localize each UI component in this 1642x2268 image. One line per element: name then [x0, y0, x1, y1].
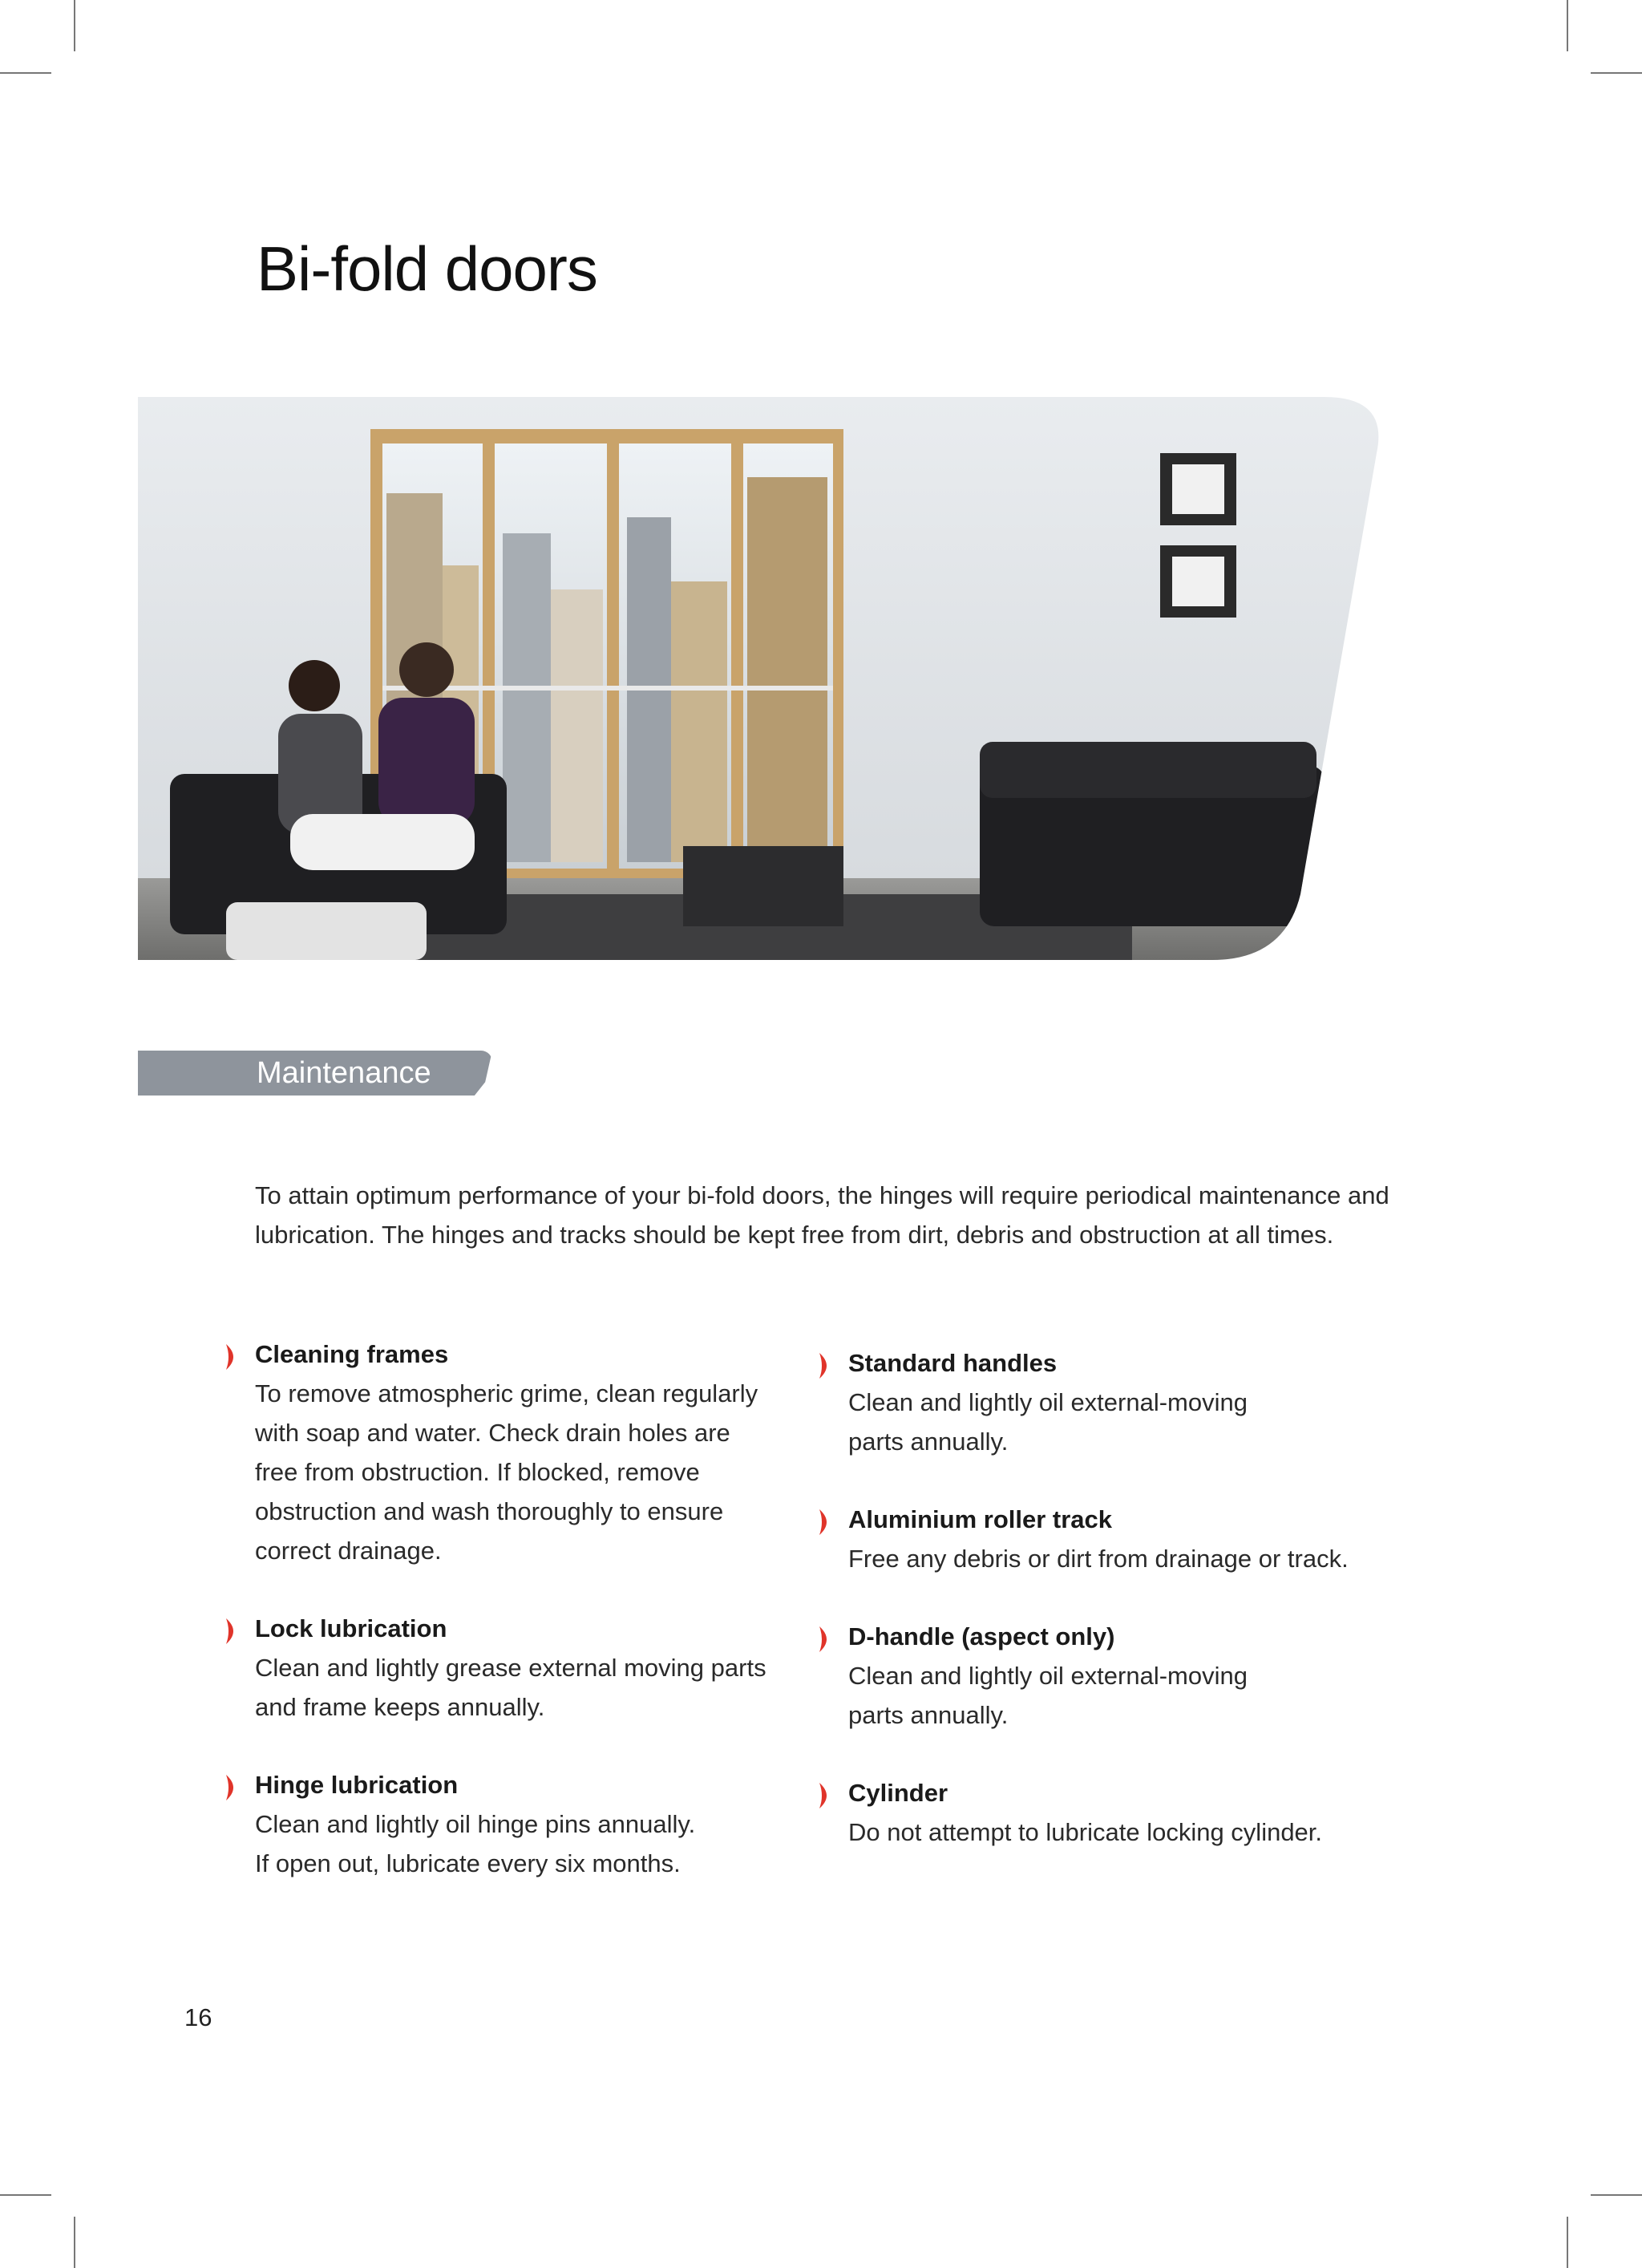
list-item: [255, 1609, 816, 1727]
crop-mark: [1591, 2194, 1642, 2196]
item-body: Clean and lightly oil hinge pins annually. If open out, lubricate every six months.: [255, 1810, 696, 1877]
hero-photo: [138, 397, 1389, 960]
list-item: [255, 1334, 816, 1570]
item-title: Standard handles: [848, 1349, 1058, 1377]
page-title: Bi-fold doors: [257, 233, 597, 304]
item-title: Aluminium roller track: [848, 1505, 1113, 1533]
bullet-arrow-icon: [818, 1781, 834, 1810]
bullet-arrow-icon: [818, 1351, 834, 1380]
list-item: [255, 1765, 816, 1883]
list-item: [848, 1617, 1409, 1735]
maintenance-list-left: [255, 1334, 816, 1922]
crop-mark: [0, 72, 51, 74]
living-room-illustration: [138, 397, 1389, 960]
maintenance-list-right: [848, 1343, 1409, 1890]
bullet-arrow-icon: [818, 1508, 834, 1537]
crop-mark: [1567, 2217, 1568, 2268]
bullet-arrow-icon: [224, 1617, 241, 1646]
crop-mark: [1591, 72, 1642, 74]
item-body: To remove atmospheric grime, clean regularly with soap and water. Check drain holes are free from obstruction. If blocked, remove obstruction and wash thoroughly to ensure correct drainage.: [255, 1379, 758, 1565]
crop-mark: [74, 0, 75, 51]
bullet-arrow-icon: [224, 1343, 241, 1371]
section-title: Maintenance: [257, 1056, 431, 1090]
bullet-arrow-icon: [818, 1625, 834, 1654]
bullet-arrow-icon: [224, 1773, 241, 1802]
item-body: Clean and lightly oil external-moving parts annually.: [848, 1662, 1248, 1729]
item-title: Cylinder: [848, 1779, 948, 1807]
item-body: Do not attempt to lubricate locking cylinder.: [848, 1818, 1323, 1846]
intro-paragraph: To attain optimum performance of your bi-fold doors, the hinges will require periodical maintenance and lubrication. The hinges and tracks should be kept free from dirt, debris and obstruction at all times.: [255, 1181, 1389, 1249]
item-title: Hinge lubrication: [255, 1771, 459, 1799]
item-title: D-handle (aspect only): [848, 1622, 1115, 1650]
item-title: Lock lubrication: [255, 1614, 447, 1642]
page-number: 16: [184, 2003, 212, 2031]
crop-mark: [74, 2217, 75, 2268]
crop-mark: [1567, 0, 1568, 51]
crop-mark: [0, 2194, 51, 2196]
item-title: Cleaning frames: [255, 1340, 449, 1368]
list-item: [848, 1500, 1409, 1578]
list-item: [848, 1343, 1409, 1461]
item-body: Clean and lightly oil external-moving parts annually.: [848, 1388, 1248, 1456]
item-body: Free any debris or dirt from drainage or track.: [848, 1545, 1349, 1573]
item-body: Clean and lightly grease external moving parts and frame keeps annually.: [255, 1654, 766, 1721]
list-item: [848, 1773, 1409, 1852]
